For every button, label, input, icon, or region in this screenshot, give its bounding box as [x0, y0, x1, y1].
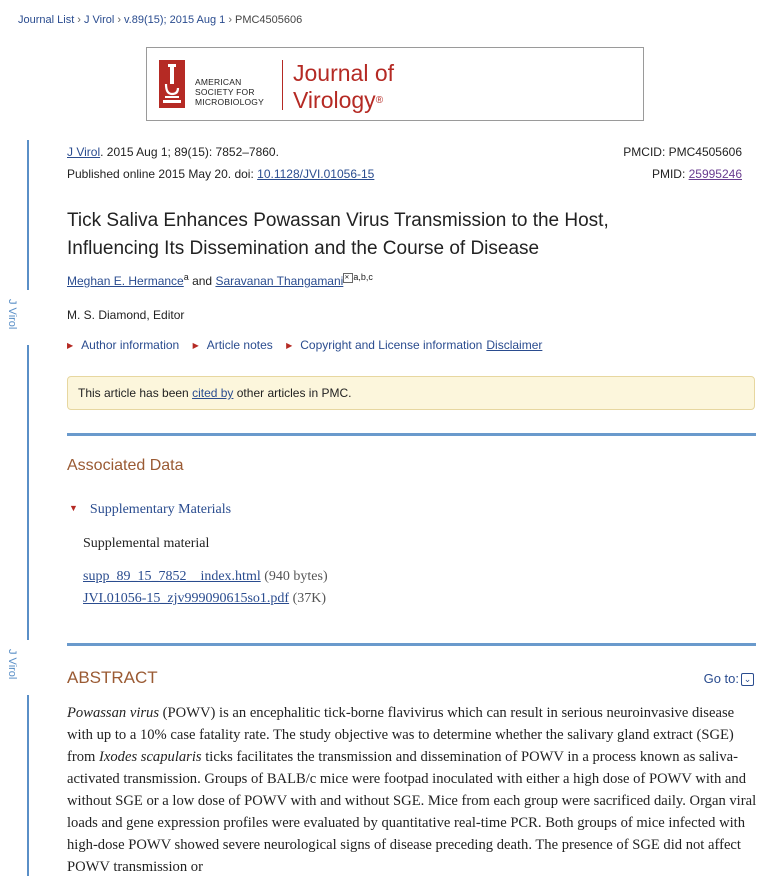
breadcrumb-current: PMC4505606: [234, 14, 303, 26]
pmid-link[interactable]: 25995246: [688, 167, 742, 181]
asm-microscope-logo-icon: [159, 60, 185, 108]
side-label-top: J Virol: [6, 296, 18, 332]
supplemental-material-label: Supplemental material: [83, 536, 210, 551]
side-label-bottom: J Virol: [6, 646, 18, 682]
author-information-link[interactable]: Author information: [81, 338, 180, 352]
side-rail-middle: [27, 345, 29, 640]
copyright-link[interactable]: Copyright and License information: [300, 338, 483, 352]
doi-link[interactable]: 10.1128/JVI.01056-15: [257, 167, 375, 181]
citation-line: J Virol. 2015 Aug 1; 89(15): 7852–7860.: [67, 145, 279, 159]
supp-file-item: supp_89_15_7852__index.html (940 bytes): [83, 569, 328, 584]
authors: Meghan E. Hermance$^a$ and Saravanan Thangamani✕ $^{a,b,c}$: [67, 272, 373, 288]
breadcrumb-journal[interactable]: J Virol: [83, 14, 115, 26]
breadcrumb-issue[interactable]: v.89(15); 2015 Aug 1: [123, 14, 226, 26]
editor: M. S. Diamond, Editor: [67, 308, 185, 322]
cited-by-link[interactable]: cited by: [192, 386, 234, 400]
journal-banner[interactable]: [146, 47, 644, 121]
disclaimer-link[interactable]: Disclaimer: [486, 338, 543, 352]
expand-arrow-icon: ▶: [192, 341, 199, 350]
section-divider: [67, 433, 756, 436]
published-line: Published online 2015 May 20. doi: 10.1128/JVI.01056-15: [67, 167, 375, 181]
author-link-hermance[interactable]: Meghan E. Hermance: [67, 274, 184, 288]
abstract-text: Powassan virus (POWV) is an encephalitic tick-borne flavivirus which can result in serious neuroinvasive disease with up to a 10% case fatality rate. The study objective was to determine whether the salivary gland extract (SGE) from Ixodes scapularis ticks facilitates the transmission and dissemination of POWV in a process known as saliva-activated transmission. Groups of BALB/c mice were footpad inoculated with either a high dose of POWV with and without SGE or a low dose of POWV with and without SGE. Mice from each group were sacrificed daily. Organ viral loads and gene expression profiles were evaluated by quantitative real-time PCR. Both groups of mice infected with high-dose POWV showed severe neurological signs of disease preceding death. The presence of SGE did not affect POWV transmission or: [67, 705, 757, 875]
article-notes-link[interactable]: Article notes: [206, 338, 273, 352]
expand-arrow-icon: ▶: [67, 341, 74, 350]
section-divider: [67, 643, 756, 646]
side-rail-top: [27, 140, 29, 290]
author-link-thangamani[interactable]: Saravanan Thangamani: [215, 274, 344, 288]
chevron-down-icon: ⌄: [741, 673, 754, 686]
journal-name: Journal of Virology®: [293, 60, 395, 113]
email-icon[interactable]: ✕: [343, 273, 353, 283]
article-meta-links: [67, 338, 542, 352]
asm-society-name: AMERICAN SOCIETY FOR MICROBIOLOGY: [195, 77, 264, 107]
goto-menu[interactable]: Go to: ⌄: [704, 671, 754, 686]
abstract-heading: ABSTRACT: [67, 668, 158, 687]
journal-link[interactable]: J Virol: [67, 145, 101, 159]
supp-file-item: JVI.01056-15_zjv999090615so1.pdf (37K): [83, 591, 327, 606]
banner-divider: [282, 60, 283, 110]
cited-by-notice: This article has been cited by other articles in PMC.: [67, 376, 755, 410]
triangle-down-icon: ▼: [69, 503, 78, 513]
side-rail-bottom: [27, 695, 29, 876]
supp-file-link[interactable]: supp_89_15_7852__index.html: [83, 569, 261, 584]
pmid: PMID: 25995246: [651, 167, 742, 181]
breadcrumb-journal-list[interactable]: Journal List: [18, 14, 75, 26]
pmcid: PMCID: PMC4505606: [623, 145, 742, 159]
article-title: Tick Saliva Enhances Powassan Virus Transmission to the Host, Influencing Its Dissemination and the Course of Disease: [67, 210, 609, 259]
associated-data-heading: Associated Data: [67, 457, 184, 474]
supp-file-link[interactable]: JVI.01056-15_zjv999090615so1.pdf: [83, 591, 290, 606]
breadcrumb: Journal List › J Virol › v.89(15); 2015 Aug 1 › PMC4505606: [18, 14, 303, 26]
expand-arrow-icon: ▶: [286, 341, 293, 350]
supplementary-materials-toggle[interactable]: ▼ Supplementary Materials: [69, 502, 232, 517]
